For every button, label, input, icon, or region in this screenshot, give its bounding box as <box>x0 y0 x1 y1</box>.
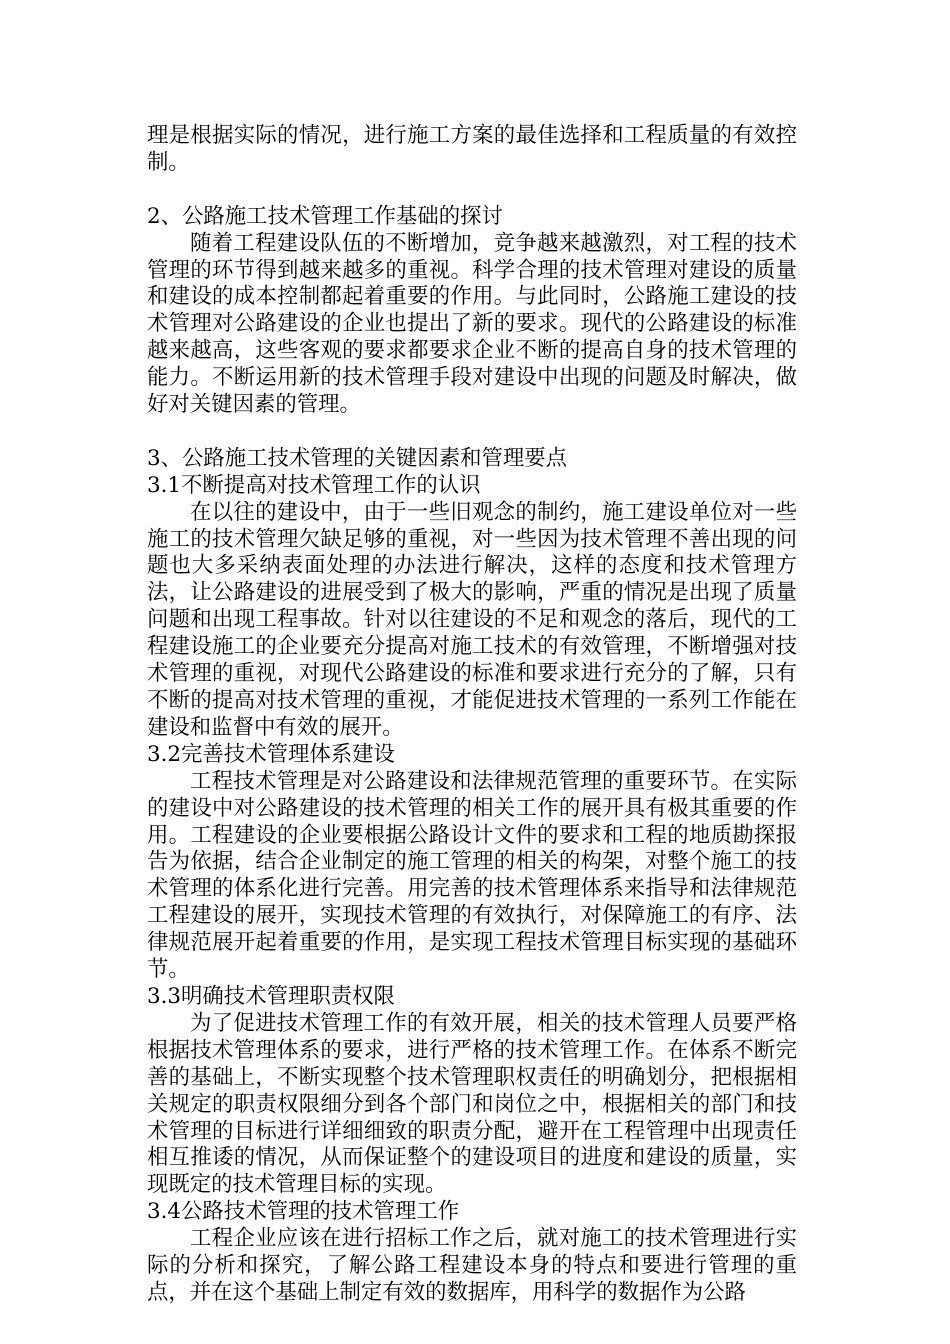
paragraph-3-1: 在以往的建设中，由于一些旧观念的制约，施工建设单位对一些施工的技术管理欠缺足够的重视，对一些因为技术管理不善出现的问题也大多采纳表面处理的办法进行解决，这样的态度和技术管理方法，让公路建设的进展受到了极大的影响，严重的情况是出现了质量问题和出现工程事故。针对以往建设的不足和观念的落后，现代的工程建设施工的企业要充分提高对施工技术的有效管理，不断增强对技术管理的重视，对现代公路建设的标准和要求进行充分的了解，只有不断的提高对技术管理的重视，才能促进技术管理的一系列工作能在建设和监督中有效的展开。 <box>147 499 797 740</box>
paragraph-section-2: 随着工程建设队伍的不断增加，竞争越来越激烈，对工程的技术管理的环节得到越来越多的重视。科学合理的技术管理对建设的质量和建设的成本控制都起着重要的作用。与此同时，公路施工建设的技术管理对公路建设的企业也提出了新的要求。现代的公路建设的标准越来越高，这些客观的要求都要求企业不断的提高自身的技术管理的能力。不断运用新的技术管理手段对建设中出现的问题及时解决，做好对关键因素的管理。 <box>147 230 797 418</box>
blank-line <box>147 177 797 204</box>
subsection-heading-3-4: 3.4公路技术管理的技术管理工作 <box>147 1199 460 1225</box>
paragraph-3-3: 为了促进技术管理工作的有效开展，相关的技术管理人员要严格根据技术管理体系的要求，进行严格的技术管理工作。在体系不断完善的基础上，不断实现整个技术管理职权责任的明确划分，把根据相关规定的职责权限细分到各个部门和岗位之中，根据相关的部门和技术管理的目标进行详细细致的职责分配，避开在工程管理中出现责任相互推诿的情况，从而保证整个的建设项目的进度和建设的质量，实现既定的技术管理目标的实现。 <box>147 1010 797 1198</box>
section-heading-3: 3、公路施工技术管理的关键因素和管理要点 <box>147 445 568 471</box>
paragraph-3-2: 工程技术管理是对公路建设和法律规范管理的重要环节。在实际的建设中对公路建设的技术管理的相关工作的展开具有极其重要的作用。工程建设的企业要根据公路设计文件的要求和工程的地质勘探报告为依据，结合企业制定的施工管理的相关的构架，对整个施工的技术管理的体系化进行完善。用完善的技术管理体系来指导和法律规范工程建设的展开，实现技术管理的有效执行，对保障施工的有序、法律规范展开起着重要的作用，是实现工程技术管理目标实现的基础环节。 <box>147 768 797 983</box>
subsection-heading-3-2: 3.2完善技术管理体系建设 <box>147 741 395 767</box>
subsection-heading-3-1: 3.1不断提高对技术管理工作的认识 <box>147 472 481 498</box>
paragraph-continuation: 理是根据实际的情况，进行施工方案的最佳选择和工程质量的有效控制。 <box>147 123 797 175</box>
subsection-heading-3-3: 3.3明确技术管理职责权限 <box>147 983 395 1009</box>
paragraph-3-4: 工程企业应该在进行招标工作之后，就对施工的技术管理进行实际的分析和探究，了解公路工程建设本身的特点和要进行管理的重点，并在这个基础上制定有效的数据库，用科学的数据作为公路 <box>147 1226 797 1305</box>
document-body <box>147 123 797 1307</box>
blank-line <box>147 419 797 446</box>
section-heading-2: 2、公路施工技术管理工作基础的探讨 <box>147 203 503 229</box>
